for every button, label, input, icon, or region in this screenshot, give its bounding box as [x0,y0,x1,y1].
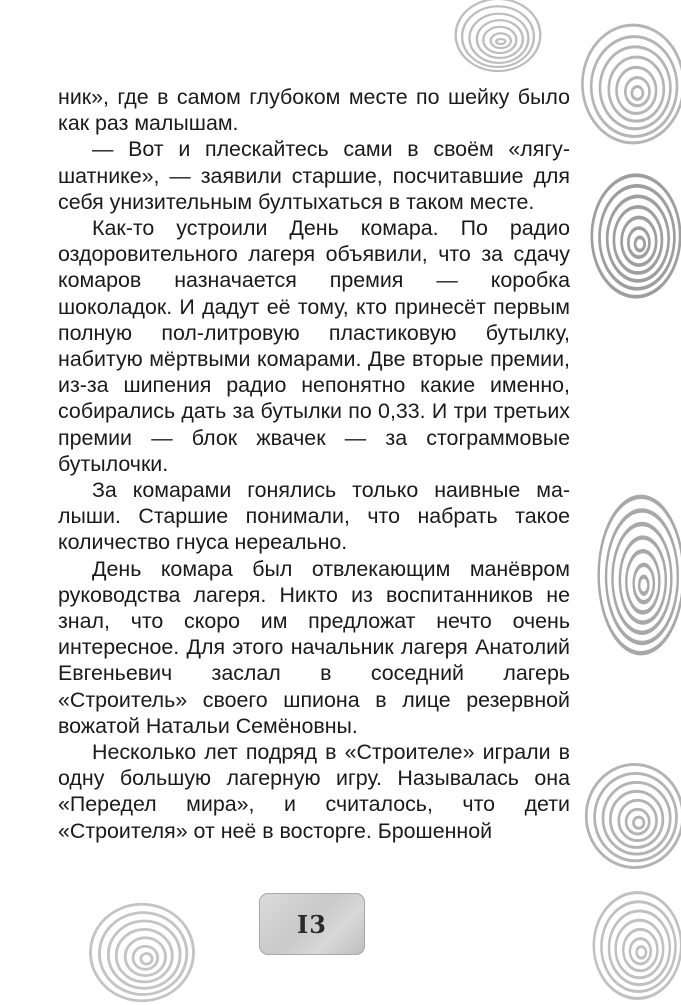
page-number: I3 [297,909,327,939]
page-number-plate [259,893,365,955]
paragraph: Несколько лет подряд в «Строителе» играли в одну большую лагерную игру. Называлась она «Передел мира», и считалось, что дети «Строителя» от неё в восторге. Брошенной [58,740,570,843]
paragraph: ник», где в самом глубоком месте по шейку было как раз малышам. [58,85,570,136]
fingerprint-bottom-left-icon [86,900,198,1005]
paragraph: День комара был отвлекающим манёвром руководства лагеря. Никто из воспитанников не знал, что скоро им предложат нечто очень интересное. Для этого начальник лагеря Анатолий Евгеньевич заслал в соседний лагерь «Строитель» своего шпиона в лице резервной вожатой Натальи Семёновны. [58,556,570,738]
fingerprint-right-lower-icon [595,490,681,660]
fingerprint-right-middle-icon [588,170,681,302]
fingerprint-right-upper-icon [578,20,681,148]
fingerprint-bottom-right-icon [590,888,681,1003]
fingerprint-top-right-icon [452,0,544,76]
paragraph: — Вот и плескайтесь сами в своём «лягушатнике», — заявили старшие, посчитавшие для себя унизительным бултыхаться в таком месте. [58,137,570,214]
body-text [58,84,570,844]
paragraph: За комарами гонялись только наивные малыши. Старшие понимали, что набрать такое количество гнуса нереально. [58,478,570,555]
fingerprint-right-bottom-icon [582,760,681,872]
paragraph: Как-то устроили День комара. По радио оздоровительного лагеря объявили, что за сдачу комаров назначается премия — коробка шоколадок. И дадут её тому, кто принесёт первым полную пол-литровую пластиковую бутылку, набитую мёртвыми комарами. Две вторые премии, из-за шипения радио непонятно какие именно, собирались дать за бутылки по 0,33. И три третьих премии — блок жвачек — за стограммовые бутылочки. [58,216,570,476]
